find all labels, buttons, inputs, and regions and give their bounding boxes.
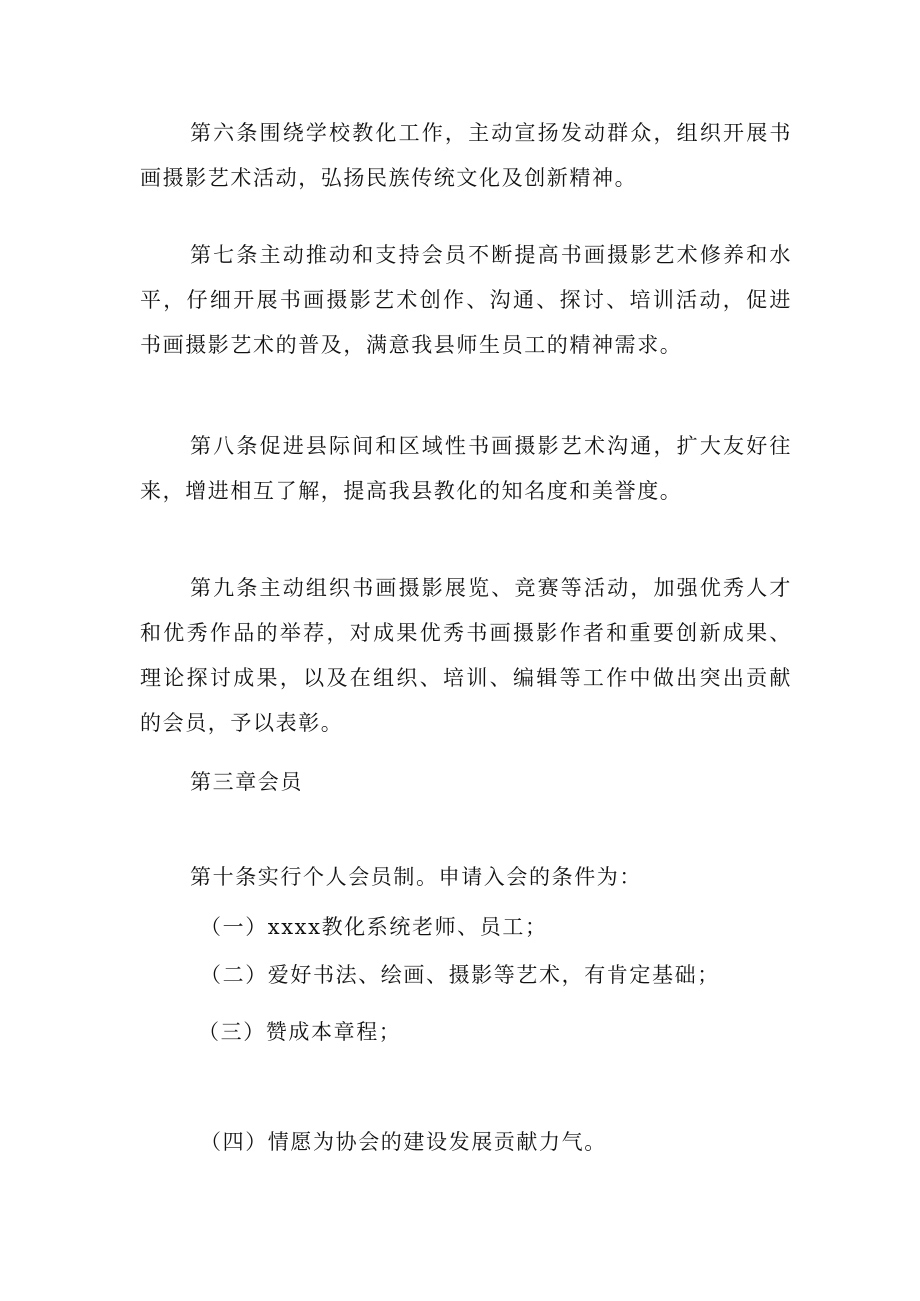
chapter-heading: 第三章会员	[190, 770, 303, 794]
condition-item: （一）xxxx教化系统老师、员工；	[200, 915, 548, 939]
condition-item: （二）爱好书法、绘画、摄影等艺术，有肯定基础；	[200, 963, 720, 987]
article-7-paragraph: 第七条主动推动和支持会员不断提高书画摄影艺术修养和水平，仔细开展书画摄影艺术创作、沟通、探讨、培训活动，促进书画摄影艺术的普及，满意我县师生员工的精神需求。	[140, 243, 792, 357]
article-8-paragraph: 第八条促进县际间和区域性书画摄影艺术沟通，扩大友好往来，增进相互了解，提高我县教化的知名度和美誉度。	[140, 434, 792, 503]
article-10-paragraph: 第十条实行个人会员制。申请入会的条件为：	[190, 865, 642, 889]
article-9-paragraph: 第九条主动组织书画摄影展览、竞赛等活动，加强优秀人才和优秀作品的举荐，对成果优秀书画摄影作者和重要创新成果、理论探讨成果，以及在组织、培训、编辑等工作中做出突出贡献的会员，予以表彰。	[140, 576, 792, 735]
article-6-paragraph: 第六条围绕学校教化工作，主动宣扬发动群众，组织开展书画摄影艺术活动，弘扬民族传统文化及创新精神。	[140, 121, 792, 190]
condition-item: （四）情愿为协会的建设发展贡献力气。	[200, 1130, 607, 1154]
condition-item: （三）赞成本章程；	[198, 1020, 402, 1044]
